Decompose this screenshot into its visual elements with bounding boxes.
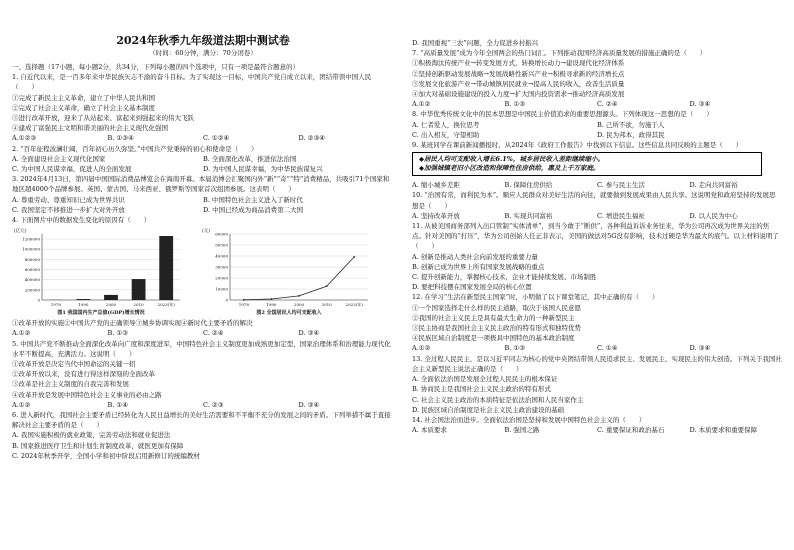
option-d: D. 本质要求和重要保障 (689, 426, 758, 435)
option-d: D. 为中国人民谋幸福，为中华民族谋复兴 (203, 165, 323, 174)
option-d: D. ②③④ (298, 134, 326, 143)
question-item: ③发展文化旅游产业→带动城镇居民就业→提高人民的收入，改善生活质量 (412, 79, 625, 88)
y-tick-label: 30000 (215, 264, 228, 270)
option-c: C. 2024年秋季开学，全国小学和初中阶段启用新修订的统编教材 (12, 451, 200, 460)
income-line-chart-svg (200, 226, 378, 310)
question-3 (12, 174, 394, 215)
question-9 (412, 140, 782, 190)
right-column (412, 38, 782, 435)
option-d: D. ③④ (298, 329, 320, 338)
option-a: A. 全面建设社会主义现代化国家 (12, 154, 106, 163)
y-tick-label: 600000 (24, 267, 40, 273)
chart-caption: 图1 我国国内生产总值(GDP)增长情况 (57, 310, 145, 317)
question-stem: 11. 从被美国商务部列入出口管制“实体清单”，到当今敢于“断供”，各种利益诉诉业务往来，华为公司再次成为世界关注的焦点。针对美国的“打压”，华为公司创始人任正非表示，美国的做法对5G没有影响，技术过硬是华为最大的底气。以上材料说明了（ ） (412, 222, 779, 251)
x-tick-label: 2023(年) (157, 302, 175, 308)
option-c: C. ②③ (203, 400, 224, 409)
question-14 (412, 415, 782, 435)
bar (132, 279, 146, 300)
option-b: B. ①③ (504, 100, 526, 109)
option-b: B. 强国之路 (504, 426, 540, 435)
question-2 (12, 144, 394, 175)
option-d: D. 中国已经成为商品消费第二大国 (203, 205, 304, 214)
question-stem: 6. 进入新时代，我国社会主要矛盾已经转化为人民日益增长的美好生活需要和不平衡不充分的发展之间的矛盾。下列举措不属于直接解决社会主要矛盾的是（ ） (12, 411, 391, 430)
x-tick-label: 1978 (238, 302, 249, 308)
bar (104, 295, 118, 300)
answer-options (412, 343, 782, 353)
answer-options (412, 99, 782, 109)
question-item: ①改革开放是决定当代中国命运的关键一招 (12, 360, 136, 369)
gdp-bar-chart-svg (12, 226, 190, 310)
option-b: B. 创新已成为世界上所有国家发展战略的重点 (412, 262, 545, 271)
option-b: B. 己所不欲，勿施于人 (597, 120, 665, 129)
option-a: A. 尊重劳动、尊重知识已成为世界共识 (12, 195, 125, 204)
data-point (353, 256, 355, 258)
question-stem: 14. 社会国法治而进步。全面依法治国是坚持和发展中国特色社会主义的（ ） (412, 415, 646, 424)
y-tick-label: 10000 (215, 286, 228, 292)
option-a: A. 缩小城乡差距 (412, 181, 460, 190)
answer-options (12, 195, 394, 205)
question-4 (12, 215, 394, 339)
option-a: A.①② (12, 329, 31, 338)
option-d: D. 走向共同富裕 (689, 181, 738, 190)
data-point (326, 286, 328, 288)
y-tick-label: 40000 (215, 253, 228, 259)
question-stem: 9. 某班同学在课前新闻播报时，从2024年《政府工作报告》中找到以下信息。这些信息共同反映的主题是（ ） (412, 141, 743, 150)
option-d: D. 民族区域自治制度是社会主义民主政治建设的基础 (412, 405, 565, 414)
option-b: B. ①③④ (107, 134, 134, 143)
option-a: A. 我国实施积极的就业政策，完善劳动法和就业促进法 (12, 431, 171, 440)
x-tick-label: 2010 (133, 302, 144, 308)
option-b: B. 保障住房供给 (504, 181, 553, 190)
x-tick-label: 1990 (266, 302, 277, 308)
option-c: C. ①②④ (203, 134, 230, 143)
option-d: D. 民为邦本，政得其民 (597, 130, 665, 139)
x-tick-label: 2000 (105, 302, 117, 308)
question-item: ③改革是社会主义制度的自我完善和发展 (12, 380, 129, 389)
question-11 (412, 221, 782, 292)
option-c: C. ①④ (597, 344, 618, 353)
question-stem: 3. 2024年4月13日，第四届中国国际消费品博览会在海南开幕。本届消博会汇聚国内外“新”“奇”“特”消费精品，共吸引71个国家和地区超4000个品牌参展。英国、蒙古国、马来西亚、俄罗斯等国家首次组团参展。这表明（ ） (12, 175, 390, 194)
option-a: A.①② (12, 400, 31, 409)
option-a: A. 本质要求 (412, 426, 447, 435)
question-stem: 8. 中华优秀传统文化中的民本思想是中国民主价值追求的重要思想源头。下列体现这一思想的是（ ） (412, 110, 713, 119)
question-13 (412, 354, 782, 415)
option-a: A. 全面依法治国是发展全过程人民民主的根本保证 (412, 375, 558, 384)
option-a: A. 创新是推动人类社会向前发展的重要力量 (412, 252, 538, 261)
option-d: D. 以人民为中心 (689, 211, 738, 220)
option-a: A.①②③ (12, 134, 37, 143)
question-stem: 7. “高质量发展”成为今年全国两会的热门词汇。下列推动我国经济高质量发展的措施正确的是（ ） (412, 49, 707, 58)
question-item: ④民族区域自治制度是一项极具中国特色的基本政治制度 (412, 334, 575, 343)
question-item: ②坚持创新驱动发展战略→发展战略性新兴产业→积极寻求新的经济增长点 (412, 69, 625, 78)
option-c: C. 我国坚定不移推进一步扩大对外开放 (12, 205, 125, 214)
chart-row (12, 226, 394, 316)
question-stem: 1. 自近代以来，是一百多年来中华民族矢志不渝的奋斗目标。为了实现这一目标，中国共产党自成立以来，团结带领中国人民（ ） (12, 73, 372, 92)
answer-options (412, 211, 782, 221)
x-tick-label: 2010 (321, 302, 332, 308)
question-item: ②改革开放以来，没有进行得这样深刻的全面改革 (12, 370, 155, 379)
y-tick-label: 60000 (215, 231, 228, 237)
option-a: A.①② (412, 344, 431, 353)
answer-options (12, 164, 394, 174)
data-point (271, 298, 273, 300)
question-item: ③进行改革开放，迎来了从站起来、富起来到强起来的伟大飞跃 (12, 114, 194, 123)
chart-caption: 图2 全国居民人均可支配收入 (256, 310, 322, 317)
option-c: C. 重要保证和政治基石 (597, 426, 665, 435)
answer-options (12, 205, 394, 215)
option-a: A.①② (412, 100, 431, 109)
y-axis-unit: (亿元) (14, 229, 27, 235)
x-tick-label: 1978 (50, 302, 61, 308)
option-d: D. ③④ (689, 100, 711, 109)
question-8 (412, 109, 782, 140)
question-item: ③民主协商是我国社会主义民主政治的特有形式和独特优势 (412, 324, 581, 333)
option-d: D. 我国重视“三农”问题，全力促进乡村振兴 (412, 39, 539, 47)
question-item: ④建成了富强民主文明和谐美丽的社会主义现代化强国 (12, 124, 168, 133)
data-point (243, 299, 245, 301)
y-tick-label: 0 (225, 297, 228, 303)
question-7 (412, 48, 782, 109)
option-b: B. ①④ (107, 400, 129, 409)
y-tick-label: 400000 (24, 277, 40, 283)
option-d: D. ③④ (689, 344, 711, 353)
option-c: C. ②④ (203, 329, 224, 338)
x-tick-label: 2000 (293, 302, 305, 308)
question-stem: 13. 全过程人民民主，是以习近平同志为核心的党中央团结带领人民追求民主、发展民主、实现民主的伟大创造。下列关于我国社会主义新型民主说法正确的是（ ） (412, 354, 782, 373)
news-line: ◆居民人均可支配收入增长6.1%，城乡居民收入差距继续缩小。 (419, 155, 604, 164)
question-stem: 2. “百年征程波澜壮阔，百年初心历久弥坚。”中国共产党秉持的初心和使命是（ ） (12, 144, 258, 153)
option-c: C. 参与民主生活 (597, 181, 645, 190)
question-6 (12, 410, 394, 461)
option-b: B. 国家推进医疗卫生和计划生育制度改革，就医更加有保障 (12, 441, 184, 450)
option-b: B. ①③ (107, 329, 129, 338)
option-d: D. 要把科技摆在国家发展全局的核心位置 (412, 283, 532, 292)
question-item: ④加大对基础设施建设的投入力度→扩大国内投资需求→推动经济高质发展 (412, 90, 625, 99)
question-stem: 10. “治国有常，而利民为本”。顺应人民群众对美好生活的向往，就要做到发展成果由人民共享。这说明党和政府坚持的发展思想是（ ） (412, 191, 776, 210)
y-tick-label: 200000 (24, 287, 40, 293)
answer-options (12, 133, 394, 143)
answer-options (412, 120, 782, 130)
left-column (12, 0, 394, 461)
data-point (298, 295, 300, 297)
question-item: ④改革开放是发展中国特色社会主义事业的必由之路 (12, 390, 162, 399)
option-c: C. 社会主义民主政治的本质特征是依法治国和人民当家作主 (412, 395, 584, 404)
news-box (412, 152, 762, 176)
bar (77, 299, 91, 300)
question-item: ①一个国家选择走什么样的民主道路，取决于该国人民意愿 (412, 303, 581, 312)
y-tick-label: 20000 (215, 275, 228, 281)
question-item: ①积极淘汰传统产业→转变发展方式，转换增长动力→建设现代化经济体系 (412, 59, 625, 68)
y-tick-label: 1000000 (22, 246, 40, 252)
question-item: ②我国的社会主义民主是具有最大生命力的一种新型民主 (412, 313, 575, 322)
question-5 (12, 339, 394, 410)
option-b: B. ①③ (504, 344, 526, 353)
option-b: B. 协商民主是我国社会主义民主政治的特有形式 (412, 385, 551, 394)
answer-options (412, 180, 782, 190)
answer-options (12, 154, 394, 164)
question-item: ①改革开放的实施②中国共产党的正确领导③城乡协调实现④新时代主要矛盾的解决 (12, 319, 253, 328)
news-line: ◆加强城镇老旧小区改造和保障性住房供给，惠及上千万家庭。 (419, 164, 600, 173)
question-stem: 5. 中国共产党不断推动全面深化改革向广度和深度进军，中国特色社会主义制度更加成熟更加定型，国家治理体系和治理能力现代化水平不断提高，充满活力。这说明（ ） (12, 339, 391, 358)
bar (159, 236, 173, 300)
option-b: B. 实现共同富裕 (504, 211, 553, 220)
answer-options (12, 400, 394, 410)
exam-subtitle: （时间：60分钟，满分：70分闭卷） (149, 49, 257, 57)
income-chart (200, 226, 378, 316)
gdp-chart (12, 226, 190, 316)
option-a: A. 仁者爱人，换位思考 (412, 120, 480, 129)
x-tick-label: 2023(年) (345, 302, 363, 308)
y-axis-unit: (元) (202, 229, 211, 235)
option-c: C. ②④ (597, 100, 618, 109)
section-heading: 一、选择题（17小题，每小题2分，共34分，下列每小题的四个选项中，只有一项是最符合题意的） (12, 63, 300, 71)
option-b: B. 全面深化改革，推进依法治国 (203, 154, 297, 163)
y-tick-label: 800000 (24, 257, 40, 263)
option-c: C. 提升创新能力，掌握核心技术，企业才能持续发展、市场制胜 (412, 273, 597, 282)
option-d: D. ③④ (298, 400, 320, 409)
answer-options (412, 130, 782, 140)
question-1 (12, 72, 394, 143)
question-10 (412, 190, 782, 221)
option-c: C. 为中国人民谋幸福，促进人的全面发展 (12, 165, 132, 174)
question-item: ①完成了新民主主义革命，建立了中华人民共和国 (12, 93, 155, 102)
y-tick-label: 1200000 (22, 236, 40, 242)
question-12 (412, 292, 782, 353)
x-tick-label: 1990 (78, 302, 89, 308)
y-tick-label: 0 (37, 297, 40, 303)
option-a: A. 坚持改革开放 (412, 211, 460, 220)
series-line (244, 257, 354, 300)
question-stem: 4. 下面图片中的数据发生变化的原因有（ ） (12, 216, 151, 225)
question-item: ②完成了社会主义革命，确立了社会主义基本制度 (12, 103, 155, 112)
question-stem: 12. 在学习“生活在新型民主国家”时，小明做了以下课堂笔记，其中正确的有（ ） (412, 293, 659, 302)
option-b: B. 中国特色社会主义进入了新时代 (203, 195, 303, 204)
answer-options (412, 425, 782, 435)
y-tick-label: 50000 (215, 242, 228, 248)
exam-title: 2024年秋季九年级道法期中测试卷 (116, 34, 290, 47)
answer-options (12, 328, 394, 338)
option-c: C. 增进民生福祉 (597, 211, 645, 220)
option-c: C. 出入相友，守望相助 (412, 130, 480, 139)
